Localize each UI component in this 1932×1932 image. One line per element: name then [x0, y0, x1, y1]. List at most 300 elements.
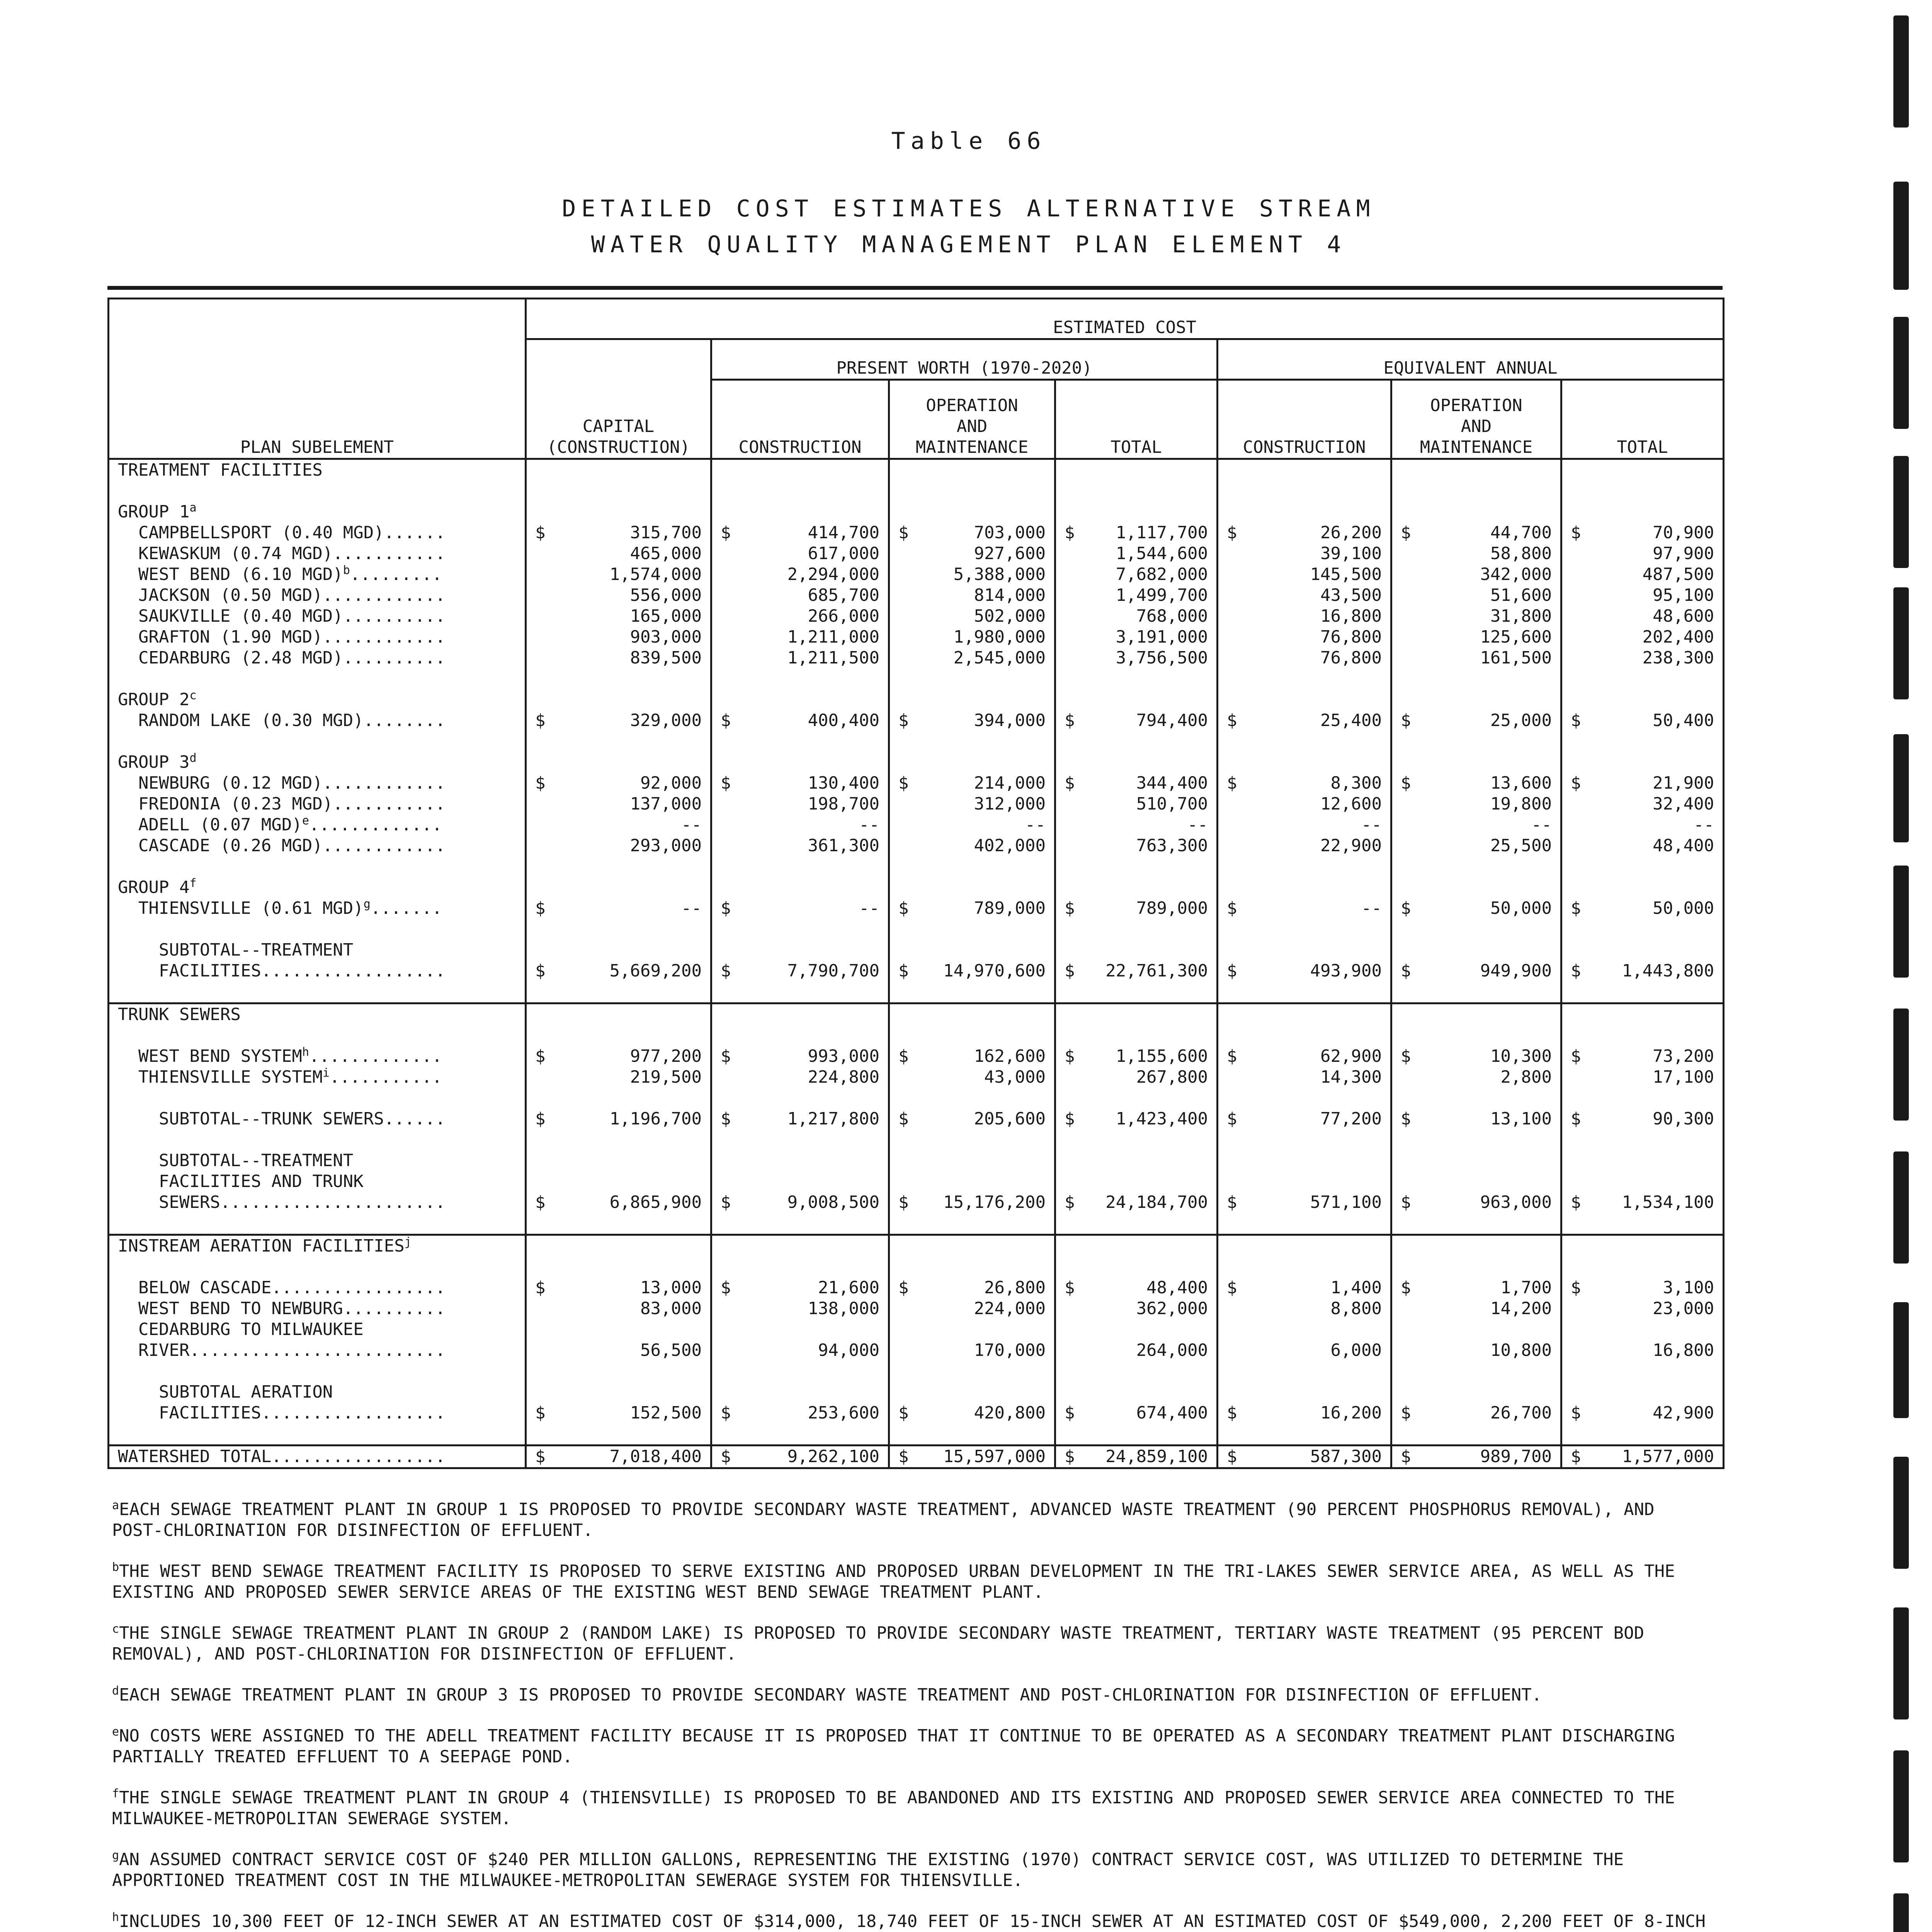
amount: 927,600 — [974, 544, 1046, 563]
value-cell — [711, 459, 889, 1003]
cell-value — [721, 1109, 879, 1129]
spacer — [898, 1361, 1046, 1382]
amount: 161,500 — [1480, 648, 1552, 668]
cell-value — [721, 898, 879, 919]
spacer — [1571, 1236, 1714, 1257]
spacer — [1065, 668, 1208, 689]
dollar-sign: $ — [1571, 1109, 1581, 1129]
amount: 145,500 — [1310, 565, 1382, 584]
row-label: THIENSVILLE (0.61 MGD)$^g$....... — [118, 898, 442, 918]
amount: 12,600 — [1320, 794, 1382, 814]
spacer — [1065, 502, 1208, 522]
amount: -- — [1694, 815, 1714, 835]
dollar-sign: $ — [535, 961, 546, 981]
spacer — [1227, 1150, 1382, 1171]
spacer — [535, 1257, 702, 1277]
amount: 977,200 — [630, 1046, 702, 1066]
spacer — [535, 1171, 702, 1192]
amount: 1,544,600 — [1116, 544, 1208, 563]
spacer — [1401, 502, 1552, 522]
footnote-text: INCLUDES 10,300 FEET OF 12-INCH SEWER AT AN ESTIMATED COST OF $314,000, 18,740 FEET OF 15-INCH SEWER AT AN ESTIMATED COST OF $549,000, 2,200 FEET OF 8-INCH — [119, 1912, 1706, 1931]
dollar-sign: $ — [1227, 898, 1237, 918]
cell-value — [1065, 648, 1208, 668]
footnotes — [112, 1499, 1716, 1932]
dollar-sign: $ — [721, 523, 731, 543]
amount: 50,000 — [1653, 898, 1714, 918]
amount: 219,500 — [630, 1067, 702, 1087]
amount: 16,800 — [1653, 1340, 1714, 1360]
footnote-d — [112, 1685, 1716, 1706]
table-number: Table 66 — [891, 128, 1046, 155]
row-label: JACKSON (0.50 MGD)............ — [118, 585, 446, 605]
cell-value — [898, 564, 1046, 585]
amount: 253,600 — [808, 1403, 879, 1423]
cell-value — [1571, 1192, 1714, 1213]
cell-value — [1065, 585, 1208, 606]
spacer — [1065, 919, 1208, 940]
watershed-total-value — [711, 1446, 889, 1468]
cell-value — [1571, 1298, 1714, 1319]
amount: 58,800 — [1490, 544, 1552, 563]
spacer — [721, 940, 879, 961]
spacer — [721, 1213, 879, 1234]
scan-bar — [1893, 734, 1909, 842]
dollar-sign: $ — [535, 523, 546, 543]
dollar-sign: $ — [1401, 1403, 1411, 1423]
amount: 13,000 — [640, 1278, 702, 1298]
amount: 763,300 — [1136, 836, 1208, 855]
dollar-sign: $ — [1065, 1046, 1075, 1066]
row-label: CAMPBELLSPORT (0.40 MGD)...... — [118, 523, 446, 543]
cell-value — [1227, 710, 1382, 731]
dollar-sign: $ — [898, 1046, 909, 1066]
cell-value — [1227, 648, 1382, 668]
amount: 26,700 — [1490, 1403, 1552, 1423]
row-label — [118, 1423, 516, 1444]
spacer — [898, 689, 1046, 710]
dollar-sign: $ — [1065, 523, 1075, 543]
cell-value — [1227, 585, 1382, 606]
dollar-sign: $ — [721, 1278, 731, 1298]
spacer — [721, 1150, 879, 1171]
spacer — [898, 1150, 1046, 1171]
value-cell — [526, 1003, 711, 1235]
spacer — [898, 919, 1046, 940]
spacer — [1401, 919, 1552, 940]
cell-value — [898, 1403, 1046, 1423]
amount: 83,000 — [640, 1299, 702, 1318]
amount: 31,800 — [1490, 606, 1552, 626]
spacer — [721, 1319, 879, 1340]
cell-value — [535, 1046, 702, 1067]
cell-value — [898, 585, 1046, 606]
row-label — [118, 1213, 516, 1234]
superscript: f — [189, 877, 197, 890]
footnote-mark: b — [112, 1560, 119, 1574]
cell-value — [535, 1298, 702, 1319]
dollar-sign: $ — [898, 711, 909, 730]
spacer — [898, 1129, 1046, 1150]
spacer — [1065, 1171, 1208, 1192]
value-cell — [889, 1003, 1055, 1235]
amount: 92,000 — [640, 773, 702, 793]
amount: 1,196,700 — [609, 1109, 702, 1129]
amount: 768,000 — [1136, 606, 1208, 626]
cell-value — [1571, 835, 1714, 856]
amount: 16,800 — [1320, 606, 1382, 626]
cell-value — [898, 898, 1046, 919]
cell-value — [1227, 522, 1382, 543]
superscript: c — [189, 689, 197, 702]
amount: 5,388,000 — [953, 565, 1046, 584]
spacer — [1571, 460, 1714, 481]
amount: 1,577,000 — [1622, 1447, 1714, 1466]
cell-value — [535, 1109, 702, 1129]
table-section-0 — [109, 459, 1724, 1003]
cell-value — [1401, 815, 1552, 835]
amount: 342,000 — [1480, 565, 1552, 584]
header-ea-total: TOTAL — [1561, 380, 1724, 459]
amount: 21,900 — [1653, 773, 1714, 793]
cell-value — [1065, 1403, 1208, 1423]
cell-value — [1227, 543, 1382, 564]
dollar-sign: $ — [1401, 773, 1411, 793]
dollar-sign: $ — [535, 1278, 546, 1298]
spacer — [1065, 856, 1208, 877]
spacer — [1227, 689, 1382, 710]
cell-value — [721, 606, 879, 627]
header-present-worth: PRESENT WORTH (1970-2020) — [711, 339, 1218, 380]
dollar-sign: $ — [535, 773, 546, 793]
dollar-sign: $ — [1065, 1403, 1075, 1423]
amount: 9,008,500 — [787, 1192, 879, 1212]
cell-value — [898, 835, 1046, 856]
dollar-sign: $ — [1571, 1046, 1581, 1066]
spacer — [721, 1129, 879, 1150]
cell-value — [1227, 773, 1382, 794]
spacer — [535, 1236, 702, 1257]
spacer — [1401, 1236, 1552, 1257]
value-cell — [1055, 1003, 1218, 1235]
row-label — [118, 1129, 516, 1150]
spacer — [898, 460, 1046, 481]
amount: 202,400 — [1642, 627, 1714, 647]
row-label: SEWERS...................... — [118, 1192, 446, 1212]
cell-value — [535, 1340, 702, 1361]
cell-value — [1065, 1340, 1208, 1361]
spacer — [1227, 981, 1382, 1002]
amount: 125,600 — [1480, 627, 1552, 647]
spacer — [1401, 731, 1552, 752]
spacer — [1065, 1150, 1208, 1171]
amount: 77,200 — [1320, 1109, 1382, 1129]
spacer — [1401, 752, 1552, 773]
amount: 26,200 — [1320, 523, 1382, 543]
spacer — [1401, 481, 1552, 502]
amount: 1,117,700 — [1116, 523, 1208, 543]
spacer — [1065, 940, 1208, 961]
dollar-sign: $ — [1401, 898, 1411, 918]
cell-value — [1401, 1046, 1552, 1067]
spacer — [1227, 1423, 1382, 1444]
spacer — [1571, 877, 1714, 898]
scan-bar — [1893, 317, 1909, 429]
amount: 10,800 — [1490, 1340, 1552, 1360]
dollar-sign: $ — [898, 1447, 909, 1466]
spacer — [1571, 668, 1714, 689]
cell-value — [1227, 1192, 1382, 1213]
spacer — [535, 502, 702, 522]
spacer — [1065, 460, 1208, 481]
spacer — [1401, 1025, 1552, 1046]
cell-value — [721, 794, 879, 815]
spacer — [898, 1088, 1046, 1109]
cell-value — [1227, 815, 1382, 835]
amount: 963,000 — [1480, 1192, 1552, 1212]
watershed-total-value — [1055, 1446, 1218, 1468]
cell-value — [1571, 522, 1714, 543]
amount: 814,000 — [974, 585, 1046, 605]
cell-value — [1227, 564, 1382, 585]
cell-value — [721, 773, 879, 794]
amount: -- — [1361, 898, 1382, 918]
cell-value — [535, 627, 702, 648]
cell-value — [1065, 1192, 1208, 1213]
cell-value — [1065, 543, 1208, 564]
spacer — [1227, 919, 1382, 940]
spacer — [721, 877, 879, 898]
amount: 2,294,000 — [787, 565, 879, 584]
dollar-sign: $ — [535, 1447, 546, 1466]
amount: 264,000 — [1136, 1340, 1208, 1360]
row-label: TREATMENT FACILITIES — [118, 460, 323, 480]
amount: 198,700 — [808, 794, 879, 814]
spacer — [1571, 1423, 1714, 1444]
cell-value — [1571, 543, 1714, 564]
row-label — [118, 731, 516, 752]
cell-value — [1227, 1340, 1382, 1361]
row-label: NEWBURG (0.12 MGD)............ — [118, 773, 446, 793]
cell-value — [1571, 898, 1714, 919]
dollar-sign: $ — [721, 773, 731, 793]
dollar-sign: $ — [1401, 1192, 1411, 1212]
row-label — [118, 919, 516, 940]
amount: 1,534,100 — [1622, 1192, 1714, 1212]
dollar-sign: $ — [1227, 1403, 1237, 1423]
spacer — [1571, 1025, 1714, 1046]
spacer — [898, 481, 1046, 502]
amount: -- — [1187, 815, 1208, 835]
spacer — [1571, 940, 1714, 961]
amount: 97,900 — [1653, 544, 1714, 563]
cell-value — [721, 961, 879, 981]
row-label: WATERSHED TOTAL................. — [118, 1447, 446, 1466]
dollar-sign: $ — [1065, 1278, 1075, 1298]
spacer — [1401, 1088, 1552, 1109]
spacer — [1571, 1088, 1714, 1109]
cell-value — [721, 1277, 879, 1298]
spacer — [721, 668, 879, 689]
footnote-text: NO COSTS WERE ASSIGNED TO THE ADELL TREATMENT FACILITY BECAUSE IT IS PROPOSED THAT IT CONTINUE TO BE OPERATED AS A SECONDARY TREATMENT PLANT DISCHARGING PARTIALLY TREATED EFFLUENT TO A SEEPAGE POND. — [112, 1726, 1675, 1767]
amount: 15,597,000 — [943, 1447, 1046, 1466]
value-cell — [1561, 459, 1724, 1003]
value-cell — [889, 459, 1055, 1003]
cell-value — [1571, 648, 1714, 668]
table-section-1 — [109, 1003, 1724, 1235]
spacer — [1065, 689, 1208, 710]
scan-bar — [1893, 15, 1909, 128]
amount: 789,000 — [1136, 898, 1208, 918]
dollar-sign: $ — [721, 1447, 731, 1466]
amount: 51,600 — [1490, 585, 1552, 605]
amount: 26,800 — [984, 1278, 1046, 1298]
dollar-sign: $ — [1227, 1192, 1237, 1212]
amount: 315,700 — [630, 523, 702, 543]
amount: 205,600 — [974, 1109, 1046, 1129]
spacer — [898, 1257, 1046, 1277]
amount: 487,500 — [1642, 565, 1714, 584]
amount: 62,900 — [1320, 1046, 1382, 1066]
spacer — [535, 1213, 702, 1234]
cell-value — [721, 1340, 879, 1361]
amount: 312,000 — [974, 794, 1046, 814]
amount: 16,200 — [1320, 1403, 1382, 1423]
cell-value — [898, 627, 1046, 648]
amount: 19,800 — [1490, 794, 1552, 814]
cell-value — [535, 1403, 702, 1423]
cell-value — [898, 794, 1046, 815]
cell-value — [1571, 1277, 1714, 1298]
cell-value — [535, 773, 702, 794]
dollar-sign: $ — [1227, 773, 1237, 793]
spacer — [1401, 856, 1552, 877]
amount: 224,800 — [808, 1067, 879, 1087]
cell-value — [1571, 815, 1714, 835]
amount: 25,500 — [1490, 836, 1552, 855]
cell-value — [1571, 606, 1714, 627]
spacer — [898, 668, 1046, 689]
amount: 94,000 — [818, 1340, 879, 1360]
cell-value — [1401, 794, 1552, 815]
footnote-text: AN ASSUMED CONTRACT SERVICE COST OF $240 PER MILLION GALLONS, REPRESENTING THE EXISTING (1970) CONTRACT SERVICE COST, WAS UTILIZED TO DETERMINE THE APPORTIONED TREATMENT COST IN THE MILWAUKEE-METROPOLITAN SEWERAGE SYSTEM FOR THIENSVILLE. — [112, 1850, 1624, 1890]
spacer — [1065, 481, 1208, 502]
amount: 9,262,100 — [787, 1447, 879, 1466]
value-cell — [711, 1003, 889, 1235]
spacer — [1065, 981, 1208, 1002]
amount: 70,900 — [1653, 523, 1714, 543]
dollar-sign: $ — [898, 1403, 909, 1423]
cell-value — [898, 543, 1046, 564]
value-cell — [526, 459, 711, 1003]
dollar-sign: $ — [1571, 1192, 1581, 1212]
dollar-sign: $ — [535, 1109, 546, 1129]
cell-value — [721, 815, 879, 835]
spacer — [898, 752, 1046, 773]
dollar-sign: $ — [1065, 711, 1075, 730]
footnote-mark: c — [112, 1622, 119, 1636]
row-label — [118, 481, 516, 502]
footnote-mark: f — [112, 1787, 119, 1801]
spacer — [1401, 1004, 1552, 1025]
dollar-sign: $ — [721, 1046, 731, 1066]
cell-value — [1401, 1109, 1552, 1129]
amount: 1,443,800 — [1622, 961, 1714, 981]
spacer — [1571, 1213, 1714, 1234]
cell-value — [1571, 1446, 1714, 1467]
cell-value — [1571, 710, 1714, 731]
cell-value — [1571, 1403, 1714, 1423]
spacer — [1065, 752, 1208, 773]
spacer — [535, 877, 702, 898]
spacer — [1401, 940, 1552, 961]
footnote-a — [112, 1499, 1716, 1541]
row-label: SUBTOTAL--TREATMENT — [118, 940, 354, 960]
superscript: a — [189, 502, 197, 515]
section-label-cell — [109, 459, 526, 1003]
spacer — [1571, 481, 1714, 502]
cell-value — [1065, 606, 1208, 627]
spacer — [898, 981, 1046, 1002]
amount: 48,600 — [1653, 606, 1714, 626]
row-label: FACILITIES AND TRUNK — [118, 1172, 364, 1191]
cell-value — [1401, 606, 1552, 627]
dollar-sign: $ — [1401, 1278, 1411, 1298]
amount: 949,900 — [1480, 961, 1552, 981]
amount: 789,000 — [974, 898, 1046, 918]
footnote-b — [112, 1561, 1716, 1603]
spacer — [721, 1423, 879, 1444]
cell-value — [1401, 961, 1552, 981]
spacer — [1401, 1423, 1552, 1444]
amount: 1,217,800 — [787, 1109, 879, 1129]
cell-value — [721, 835, 879, 856]
row-label: SAUKVILLE (0.40 MGD).......... — [118, 606, 446, 626]
cell-value — [1227, 961, 1382, 981]
cell-value — [1065, 815, 1208, 835]
dollar-sign: $ — [898, 773, 909, 793]
cell-value — [1227, 1277, 1382, 1298]
amount: 7,790,700 — [787, 961, 879, 981]
spacer — [898, 1213, 1046, 1234]
spacer — [1571, 1382, 1714, 1403]
dollar-sign: $ — [898, 1192, 909, 1212]
spacer — [721, 1257, 879, 1277]
top-rule — [107, 286, 1723, 290]
cell-value — [898, 606, 1046, 627]
spacer — [1065, 1025, 1208, 1046]
amount: 6,000 — [1330, 1340, 1382, 1360]
amount: 76,800 — [1320, 627, 1382, 647]
cell-value — [1227, 835, 1382, 856]
amount: 1,574,000 — [609, 565, 702, 584]
cell-value — [1401, 1277, 1552, 1298]
spacer — [535, 1361, 702, 1382]
amount: 22,900 — [1320, 836, 1382, 855]
amount: -- — [681, 898, 702, 918]
row-label: FREDONIA (0.23 MGD)........... — [118, 794, 446, 814]
cell-value — [721, 1446, 879, 1467]
amount: 1,499,700 — [1116, 585, 1208, 605]
table-title-line1: DETAILED COST ESTIMATES ALTERNATIVE STREAM — [562, 195, 1376, 222]
spacer — [721, 460, 879, 481]
amount: 1,211,500 — [787, 648, 879, 668]
row-label: RANDOM LAKE (0.30 MGD)........ — [118, 711, 446, 730]
spacer — [1227, 1025, 1382, 1046]
header-plan-subelement: PLAN SUBELEMENT — [109, 299, 526, 459]
spacer — [898, 877, 1046, 898]
spacer — [1065, 1088, 1208, 1109]
cell-value — [721, 543, 879, 564]
